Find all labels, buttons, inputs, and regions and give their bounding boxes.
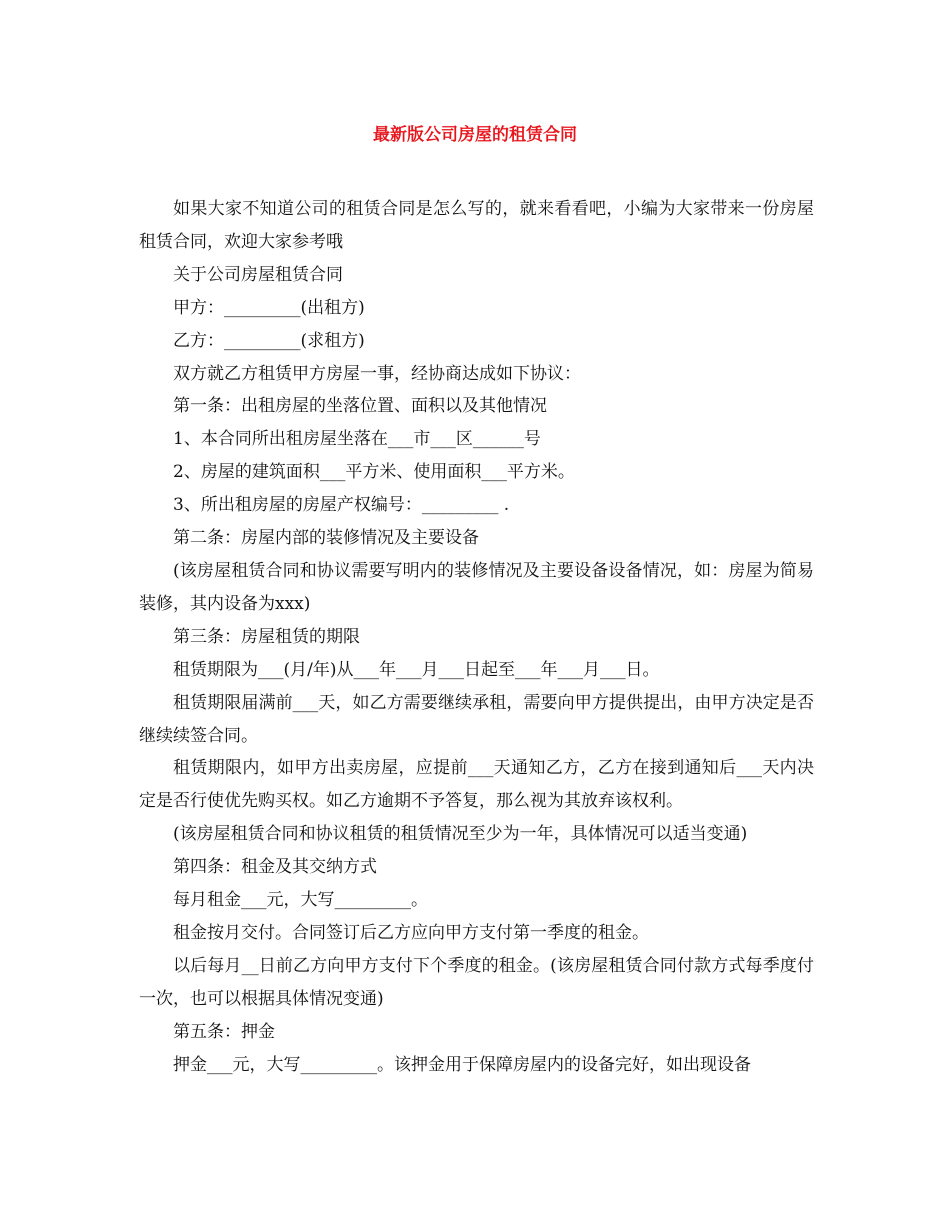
article-1-item-3: 3、所出租房屋的房屋产权编号：_________ . [173,495,510,516]
paragraph-agreement: 双方就乙方租赁甲方房屋一事，经协商达成如下协议： [173,363,581,384]
article-3-term: 租赁期限为___(月/年)从___年___月___日起至___年___月___日。 [173,659,660,680]
article-4-payment: 租金按月交付。合同签订后乙方应向甲方支付第一季度的租金。 [173,922,649,943]
article-4-schedule: 以后每月__日前乙方向甲方支付下个季度的租金。(该房屋租赁合同付款方式每季度付一次，也可以根据具体情况变通) [139,955,814,1009]
document-title: 最新版公司房屋的租赁合同 [373,125,577,145]
paragraph-party-b: 乙方：_________(求租方) [173,330,365,351]
article-4-rent: 每月租金___元，大写_________。 [173,890,428,911]
paragraph-party-a: 甲方：_________(出租方) [173,297,365,318]
paragraph-heading: 关于公司房屋租赁合同 [173,264,343,285]
article-4-heading: 第四条：租金及其交纳方式 [173,857,377,878]
article-1-heading: 第一条：出租房屋的坐落位置、面积以及其他情况 [173,396,547,417]
article-3-heading: 第三条：房屋租赁的期限 [173,626,360,647]
article-1-item-2: 2、房屋的建筑面积___平方米、使用面积___平方米。 [173,462,575,483]
document-body [139,193,814,1081]
article-5-heading: 第五条：押金 [173,1021,275,1042]
article-2-heading: 第二条：房屋内部的装修情况及主要设备 [173,528,479,549]
article-2-note: (该房屋租赁合同和协议需要写明内的装修情况及主要设备设备情况，如：房屋为简易装修，其内设备为xxx) [139,560,814,614]
paragraph-intro: 如果大家不知道公司的租赁合同是怎么写的，就来看看吧，小编为大家带来一份房屋租赁合同，欢迎大家参考哦 [139,199,814,252]
article-3-note: (该房屋租赁合同和协议租赁的租赁情况至少为一年，具体情况可以适当变通) [173,824,748,845]
article-3-renewal: 租赁期限届满前___天，如乙方需要继续承租，需要向甲方提供提出，由甲方决定是否继续续签合同。 [139,692,814,746]
article-1-item-1: 1、本合同所出租房屋坐落在___市___区______号 [173,429,541,450]
article-5-deposit: 押金___元，大写_________。该押金用于保障房屋内的设备完好，如出现设备 [173,1054,751,1075]
article-3-sale: 租赁期限内，如甲方出卖房屋，应提前___天通知乙方，乙方在接到通知后___天内决定是否行使优先购买权。如乙方逾期不予答复，那么视为其放弃该权利。 [139,758,814,812]
